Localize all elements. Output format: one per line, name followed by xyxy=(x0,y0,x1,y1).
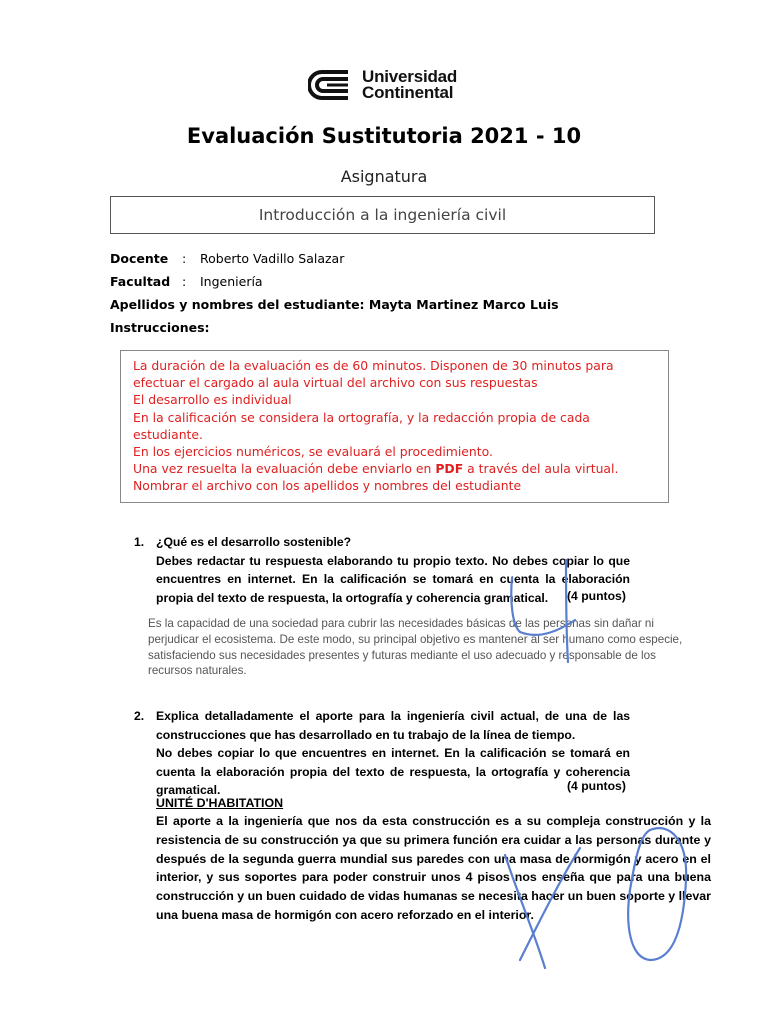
instruction-5 xyxy=(133,460,658,477)
question-1-title: ¿Qué es el desarrollo sostenible? xyxy=(156,535,352,549)
facultad-colon: : xyxy=(182,274,187,289)
docente-value: Roberto Vadillo Salazar xyxy=(200,251,345,266)
question-1-text: Debes redactar tu respuesta elaborando tu propio texto. No debes copiar lo que encuentres en internet. En la calificación se tomará en cuenta la elaboración propia del texto de respuesta, la ortografía y coherencia gramatical. xyxy=(156,553,630,605)
question-2 xyxy=(134,707,630,800)
answer-1-text: Es la capacidad de una sociedad para cubrir las necesidades básicas de las personas sin dañar ni perjudicar el ecosistema. De este modo, su principal objetivo es mantener al ser humano como especie, satisfaciendo sus necesidades presentes y futuras mediante el uso adecuado y responsable de los recursos naturales. xyxy=(148,617,683,678)
subject-box xyxy=(110,196,655,234)
university-logo xyxy=(308,68,457,102)
instructions-box xyxy=(120,350,669,503)
facultad-value: Ingeniería xyxy=(200,274,263,289)
instruction-5-pdf: PDF xyxy=(435,461,464,477)
question-2-title: Explica detalladamente el aporte para la ingeniería civil actual, de una de las construcciones que has desarrollado en tu trabajo de la línea de tiempo. xyxy=(156,709,630,742)
instruction-5-pre: Una vez resuelta la evaluación debe enviarlo en xyxy=(133,461,436,477)
question-2-text: No debes copiar lo que encuentres en internet. En la calificación se tomará en cuenta la elaboración propia del texto de respuesta, la ortografía y coherencia gramatical. xyxy=(156,746,630,797)
answer-2 xyxy=(156,812,711,925)
instruction-2: El desarrollo es individual xyxy=(133,392,292,408)
instructions-label: Instrucciones: xyxy=(110,320,210,335)
instruction-6: Nombrar el archivo con los apellidos y nombres del estudiante xyxy=(133,478,522,494)
instruction-4: En los ejercicios numéricos, se evaluará el procedimiento. xyxy=(133,444,493,460)
question-1 xyxy=(134,533,630,607)
docente-label: Docente xyxy=(110,251,169,266)
page-title: Evaluación Sustitutoria 2021 - 10 xyxy=(186,124,582,148)
student-name-line: Apellidos y nombres del estudiante: Mayta Martinez Marco Luis xyxy=(110,297,559,312)
question-1-number: 1. xyxy=(134,535,145,549)
instruction-5-post: a través del aula virtual. xyxy=(463,461,619,477)
docente-colon: : xyxy=(182,251,187,266)
answer-2-text: El aporte a la ingeniería que nos da esta construcción es a su compleja construcción y la resistencia de su construcción ya que su primera función era cuidar a las personas durante y después de la segunda guerra mundial sus paredes con una masa de hormigón y acero en el interior, y sus soportes para poder construir unos 4 pisos nos enseña que para una buena construcción y un buen cuidado de vidas humanas se necesita hacer un buen soporte y llevar una buena masa de hormigón con acero reforzado en el interior. xyxy=(156,814,711,922)
subject-name: Introducción a la ingeniería civil xyxy=(258,206,507,224)
facultad-label: Facultad xyxy=(110,274,171,289)
question-1-points: (4 puntos) xyxy=(567,589,626,603)
question-2-number: 2. xyxy=(134,709,145,723)
question-2-points: (4 puntos) xyxy=(567,779,626,793)
continental-logo-icon xyxy=(308,68,354,102)
logo-line-1: Universidad xyxy=(362,67,458,86)
logo-text xyxy=(362,69,457,101)
logo-line-2: Continental xyxy=(362,83,454,102)
subject-label: Asignatura xyxy=(340,167,428,186)
instruction-3: En la calificación se considera la ortografía, y la redacción propia de cada estudiante. xyxy=(133,409,590,442)
instruction-1: La duración de la evaluación es de 60 minutos. Disponen de 30 minutos para efectuar el cargado al aula virtual del archivo con sus respuestas xyxy=(133,358,614,391)
answer-1 xyxy=(148,616,683,679)
answer-2-title: UNITÉ D'HABITATION xyxy=(156,796,284,810)
